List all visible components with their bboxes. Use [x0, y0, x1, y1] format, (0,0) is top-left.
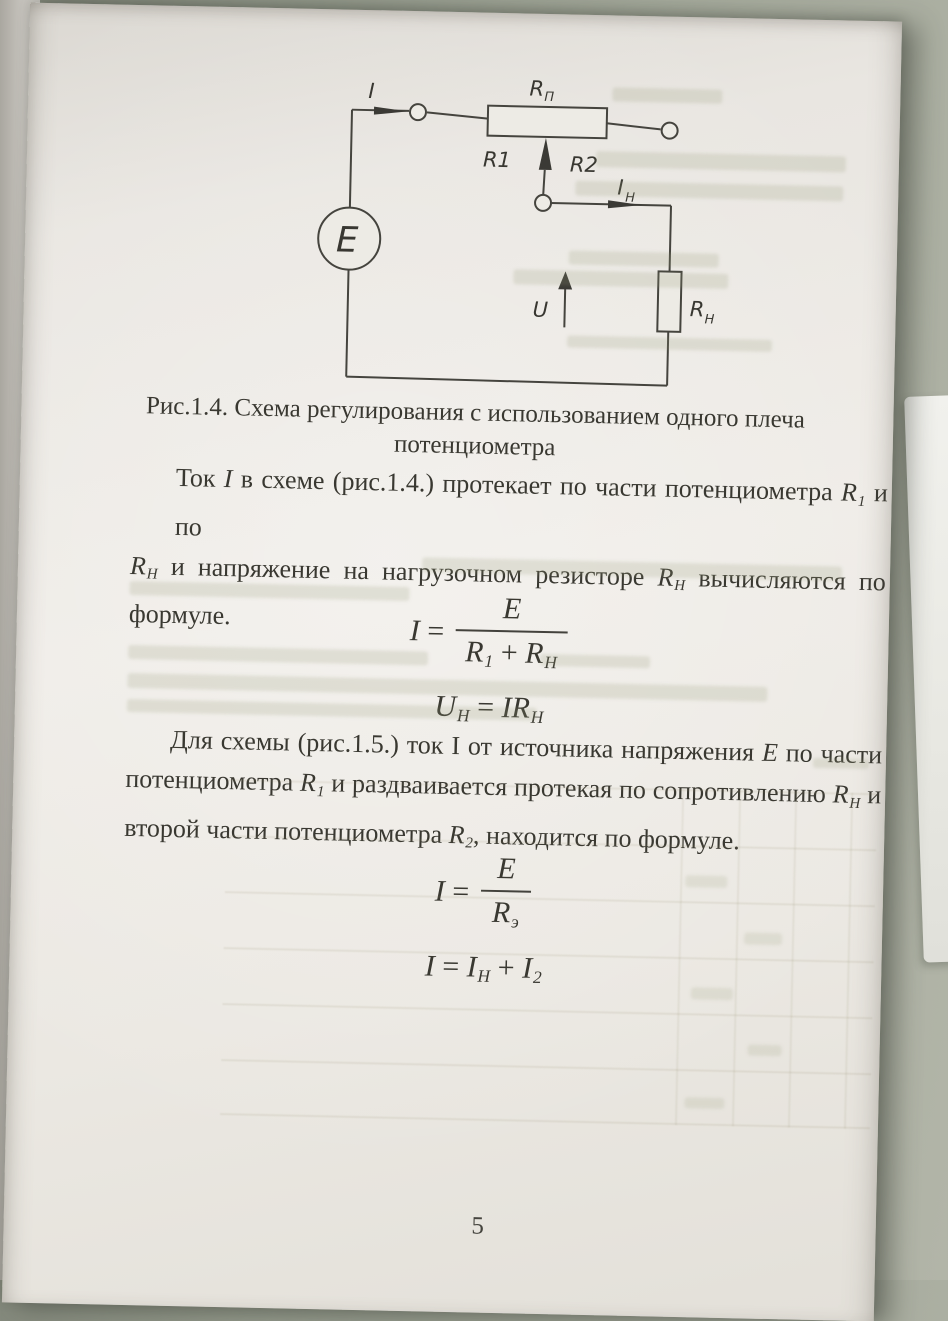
wire-left-vertical-upper	[350, 110, 352, 208]
paragraph-1-line3: формуле.	[128, 598, 232, 631]
page-content	[2, 3, 902, 1321]
terminal-right	[661, 122, 677, 138]
wire-terminal-to-pot	[427, 112, 488, 118]
load-current-label: I	[617, 175, 624, 200]
r1-label: R1	[482, 147, 512, 173]
source-label: E	[335, 220, 359, 261]
figure-caption-line2: потенциометра	[393, 430, 556, 462]
bleedthrough-smudge	[813, 758, 869, 769]
potentiometer-label: R	[529, 76, 545, 101]
bleedthrough-smudge	[540, 654, 650, 668]
current-arrowhead	[374, 107, 408, 116]
page-number: 5	[471, 1212, 485, 1240]
formula-load-voltage: $U_Н = IR_Н$	[434, 689, 544, 728]
wire-left-vertical-lower	[346, 270, 348, 377]
paragraph-2-line1: Для схемы (рис.1.5.) ток I от источника напряжения E по части	[169, 724, 883, 770]
formula-equivalent-current: I = $\frac{E}{R_э}$	[84, 842, 886, 948]
figure-caption-line1: Рис.1.4. Схема регулирования с использованием одного плеча	[145, 392, 806, 434]
formula-current: I = $\frac{E}{R_1 + R_Н}$	[90, 582, 892, 688]
paragraph-1-line2: $R_Н$ и напряжение на нагрузочном резисторе $R_Н$ вычисляются по	[129, 550, 887, 596]
circuit-diagram	[304, 69, 735, 410]
bleedthrough-table	[220, 779, 877, 1129]
current-label: I	[368, 79, 375, 104]
potentiometer-label-sub: П	[544, 89, 555, 106]
wire-voltage-arrow-stem	[564, 287, 565, 327]
book-page	[2, 3, 902, 1321]
load-label-sub: Н	[704, 312, 715, 328]
voltage-label: U	[532, 297, 549, 323]
loose-paper-strip	[904, 395, 948, 962]
load-current-label-sub: Н	[624, 190, 636, 206]
terminal-left	[410, 104, 426, 120]
bleedthrough-smudge	[612, 87, 722, 103]
fraction: $\frac{E}{R_э}$	[480, 851, 532, 940]
paragraph-1-line1: Ток I в схеме (рис.1.4.) протекает по части потенциометра $R_1$ и по	[174, 462, 889, 542]
r2-label: R2	[569, 152, 599, 178]
paragraph-2-line2: потенциометра $R_1$ и раздваивается протекая по сопротивлению $R_Н$ и	[125, 763, 882, 812]
fraction: $\frac{E}{R_1 + R_Н}$	[455, 590, 569, 681]
wire-wiper-stem	[543, 170, 545, 195]
wire-pot-to-terminal	[607, 123, 661, 129]
wiper-arrowhead	[539, 138, 553, 170]
potentiometer-body	[487, 106, 607, 139]
wiper-node	[535, 195, 551, 211]
wire-bottom	[346, 377, 667, 386]
paragraph-2-line3: второй части потенциометра $R_2$, находится по формуле.	[124, 812, 741, 855]
formula-current-sum: $I = I_Н + I_2$	[424, 949, 542, 988]
load-label: R	[689, 297, 705, 322]
